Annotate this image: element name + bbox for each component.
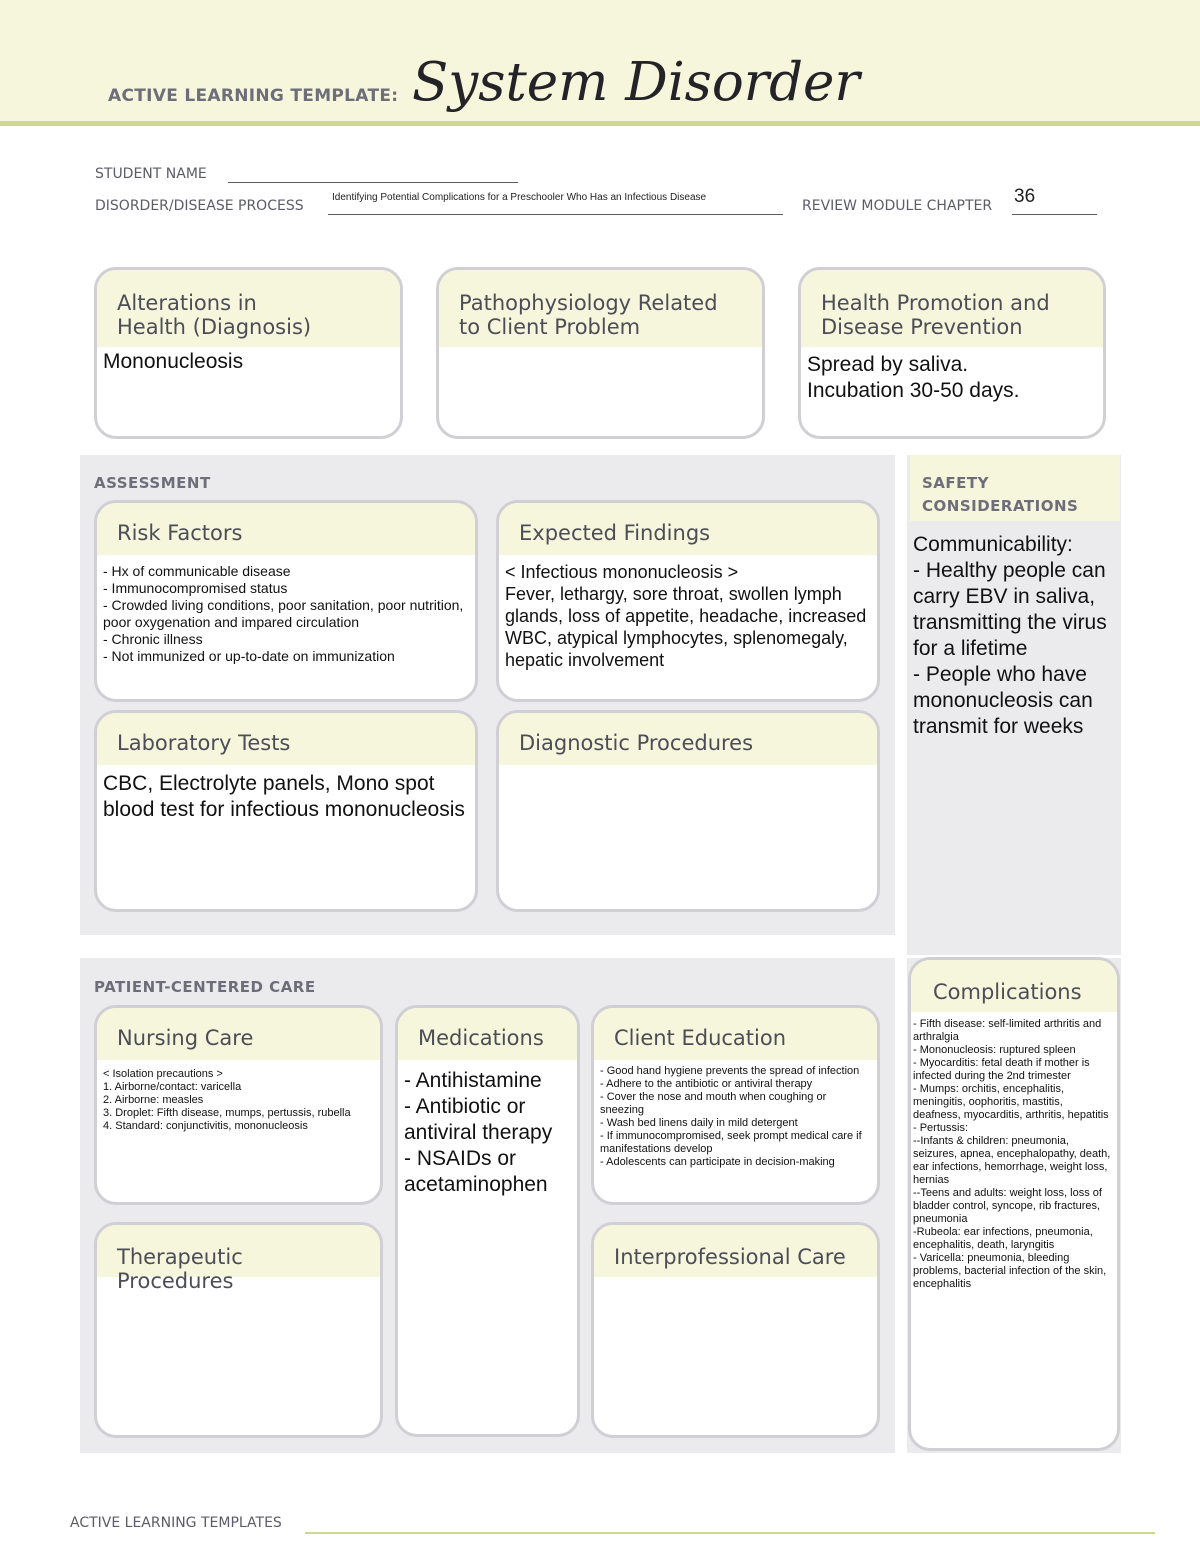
diagnostic-procedures-card	[496, 710, 880, 912]
template-title: System Disorder	[412, 52, 860, 113]
review-chapter-field[interactable]	[1012, 186, 1097, 215]
risk-factors-card-body[interactable]: - Hx of communicable disease - Immunocompromised status - Crowded living conditions, poor sanitation, poor nutrition, poor oxygenation and impared circulation - Chronic illness - Not immunized or up-to-date on immunization	[103, 563, 468, 664]
medications-card	[395, 1005, 580, 1437]
laboratory-tests-card-body[interactable]: CBC, Electrolyte panels, Mono spot blood test for infectious mononucleosis	[103, 772, 465, 821]
pathophysiology-card-title: Pathophysiology Related to Client Problem	[439, 270, 762, 347]
diagnostic-procedures-card-title: Diagnostic Procedures	[499, 713, 877, 765]
alterations-card-title: Alterations in Health (Diagnosis)	[97, 270, 400, 347]
disorder-field[interactable]	[328, 192, 783, 215]
pathophysiology-card-body[interactable]	[439, 347, 762, 355]
nursing-care-card-body[interactable]: < Isolation precautions > 1. Airborne/contact: varicella 2. Airborne: measles 3. Droplet: Fifth disease, mumps, pertussis, rubella 4. Standard: conjunctivitis, mononucleosis	[103, 1068, 351, 1132]
health-promotion-card	[798, 267, 1106, 439]
template-label: ACTIVE LEARNING TEMPLATE:	[108, 86, 399, 106]
nursing-care-card	[94, 1005, 383, 1205]
interprofessional-care-card	[591, 1222, 880, 1438]
laboratory-tests-card-title: Laboratory Tests	[97, 713, 475, 765]
alterations-card-body[interactable]: Mononucleosis	[103, 350, 244, 373]
footer-label: ACTIVE LEARNING TEMPLATES	[70, 1515, 282, 1531]
disorder-value: Identifying Potential Complications for a Preschooler Who Has an Infectious Disease	[332, 192, 707, 203]
student-name-field[interactable]	[228, 167, 518, 183]
expected-findings-card-title: Expected Findings	[499, 503, 877, 555]
safety-body[interactable]: Communicability: - Healthy people can carry EBV in saliva, transmitting the virus for a lifetime - People who have mononucleosis can transmit for weeks	[913, 533, 1113, 738]
expected-findings-card	[496, 500, 880, 702]
review-chapter-value: 36	[1014, 186, 1036, 207]
interprofessional-care-card-body[interactable]	[594, 1277, 877, 1285]
expected-findings-card-body[interactable]: < Infectious mononucleosis > Fever, lethargy, sore throat, swollen lymph glands, loss of appetite, headache, increased WBC, atypical lymphocytes, splenomegaly, hepatic involvement	[505, 562, 872, 670]
assessment-section-title: ASSESSMENT	[94, 474, 211, 492]
health-promotion-card-body[interactable]: Spread by saliva. Incubation 30-50 days.	[807, 353, 1020, 402]
medications-card-body[interactable]: - Antihistamine - Antibiotic or antiviral therapy - NSAIDs or acetaminophen	[404, 1069, 553, 1196]
header-rule	[0, 121, 1200, 126]
complications-card-title: Complications	[911, 960, 1117, 1012]
therapeutic-procedures-card	[94, 1222, 383, 1438]
client-education-card-body[interactable]: - Good hand hygiene prevents the spread of infection - Adhere to the antibiotic or antiviral therapy - Cover the nose and mouth when coughing or sneezing - Wash bed linens daily in mild detergent - If immunocompromised, seek prompt medical care if manifestations develop - Adolescents can participate in decision-making	[600, 1065, 865, 1168]
disorder-label: DISORDER/DISEASE PROCESS	[95, 198, 304, 214]
client-education-card	[591, 1005, 880, 1205]
review-chapter-label: REVIEW MODULE CHAPTER	[802, 198, 993, 214]
therapeutic-procedures-card-title: Therapeutic Procedures	[97, 1225, 380, 1277]
student-name-label: STUDENT NAME	[95, 166, 207, 182]
alterations-card	[94, 267, 403, 439]
interprofessional-care-card-title: Interprofessional Care	[594, 1225, 877, 1277]
patient-centered-care-section-title: PATIENT-CENTERED CARE	[94, 978, 316, 996]
diagnostic-procedures-card-body[interactable]	[499, 765, 877, 773]
pathophysiology-card	[436, 267, 765, 439]
complications-card-body[interactable]: - Fifth disease: self-limited arthritis and arthralgia - Mononucleosis: ruptured spleen - Myocarditis: fetal death if mother is infected during the 2nd trimester - Mumps: orchitis, encephalitis, meningitis, oophoritis, mastitis, deafness, myocarditis, arthritis, hepatitis - Pertussis: --Infants & children: pneumonia, seizures, apnea, encephalopathy, death, ear infections, hemorrhage, weight loss, hernias --Teens and adults: weight loss, loss of bladder control, syncope, rib fractures, pneumonia -Rubeola: ear infections, pneumonia, encephalitis, death, laryngitis - Varicella: pneumonia, bleeding problems, bacterial infection of the skin, encephalitis	[913, 1018, 1114, 1290]
client-education-card-title: Client Education	[594, 1008, 877, 1060]
safety-title: SAFETY CONSIDERATIONS	[922, 474, 1079, 515]
medications-card-title: Medications	[398, 1008, 577, 1060]
laboratory-tests-card	[94, 710, 478, 912]
risk-factors-card	[94, 500, 478, 702]
complications-card	[908, 957, 1120, 1451]
health-promotion-card-title: Health Promotion and Disease Prevention	[801, 270, 1103, 347]
nursing-care-card-title: Nursing Care	[97, 1008, 380, 1060]
footer-rule	[305, 1532, 1155, 1534]
risk-factors-card-title: Risk Factors	[97, 503, 475, 555]
